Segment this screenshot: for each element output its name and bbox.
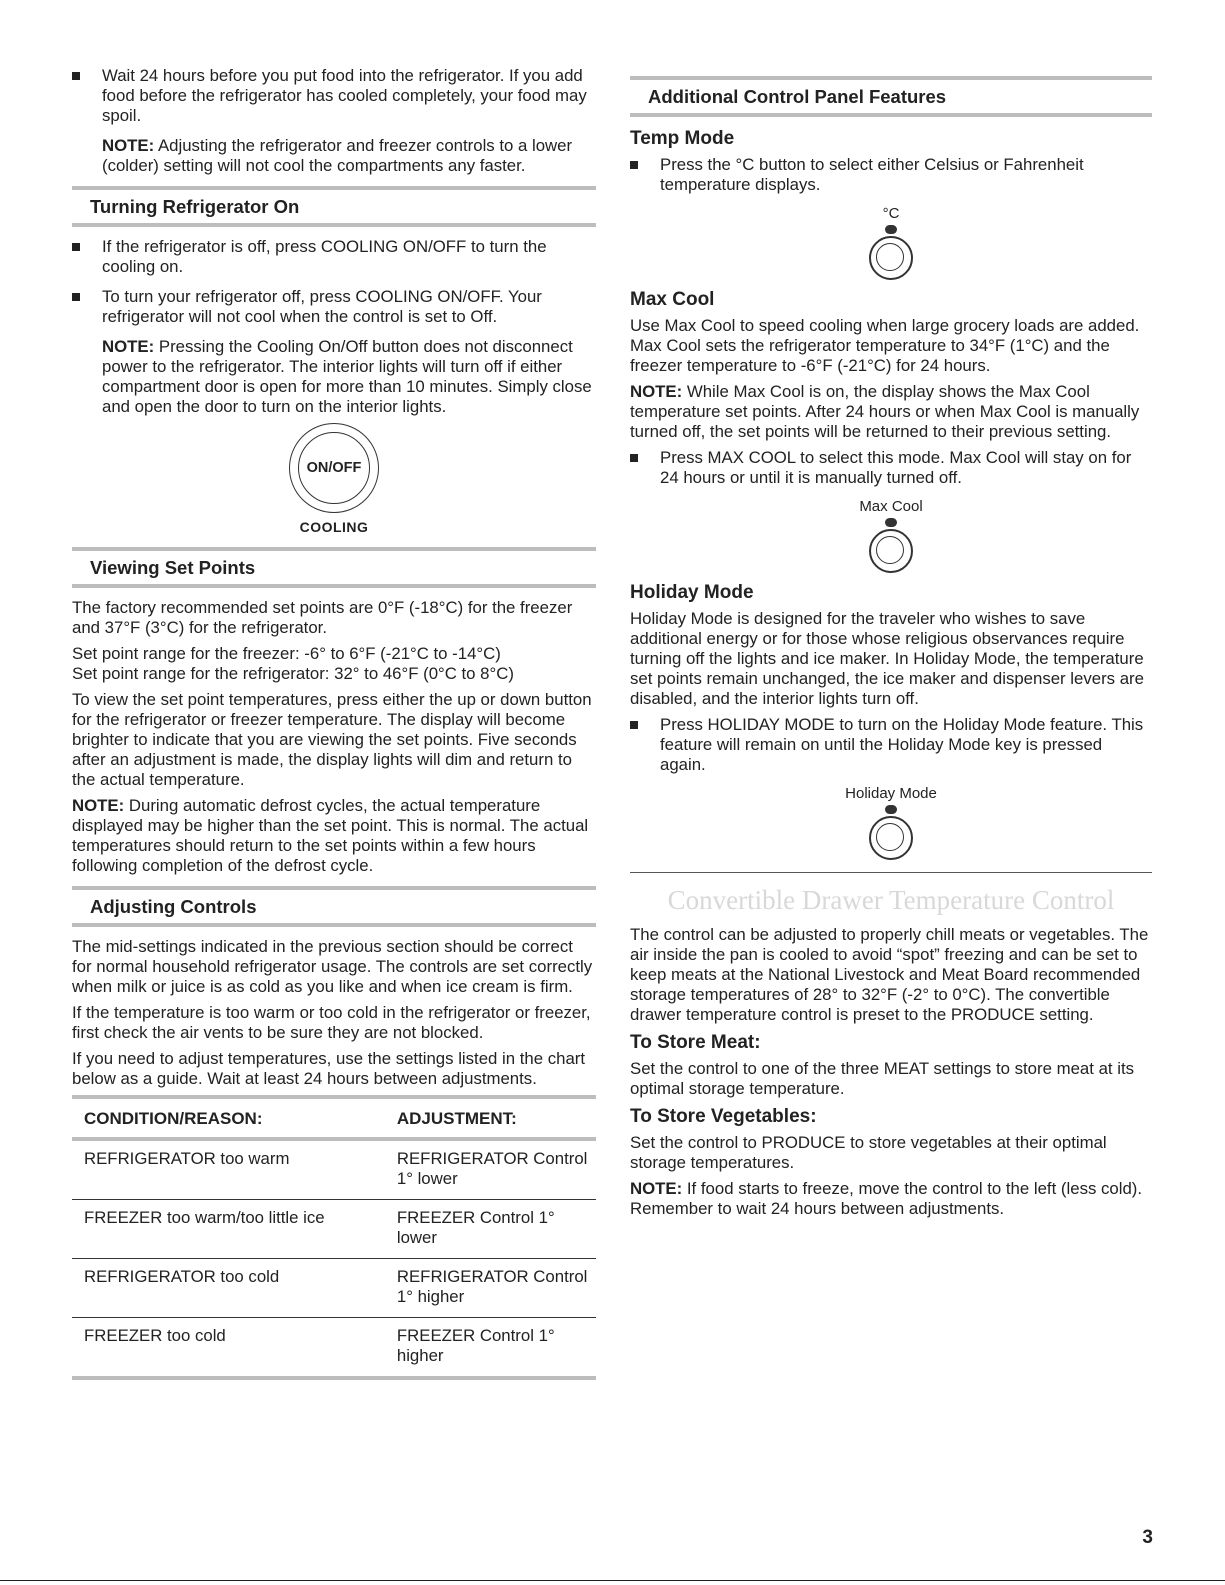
max-cool-button-illustration <box>630 498 1152 573</box>
store-vegetables-text: Set the control to PRODUCE to store vegetables at their optimal storage temperatures. <box>630 1133 1107 1172</box>
cooling-onoff-illustration <box>72 423 596 537</box>
table-row <box>72 1139 596 1200</box>
turning-on-bullet-2: To turn your refrigerator off, press COOLING ON/OFF. Your refrigerator will not cool when the control is set to Off. <box>72 287 596 327</box>
viewing-p3: To view the set point temperatures, press either the up or down button for the refrigerator or freezer temperature. The display will become brighter to indicate that you are viewing the set points. Five seconds after an adjustment is made, the display lights will dim and return to the actual temperature. <box>72 690 592 789</box>
holiday-mode-button-label: Holiday Mode <box>845 785 937 802</box>
drawer-p1: The control can be adjusted to properly chill meats or vegetables. The air inside the pan is cooled to avoid “spot” freezing and can be set to keep meats at the National Livestock and Meat Board recommended storage temperatures of 28° to 32°F (-2° to 0°C). The convertible drawer temperature control is preset to the PRODUCE setting. <box>630 925 1149 1024</box>
turning-on-bullet-1: If the refrigerator is off, press COOLING ON/OFF to turn the cooling on. <box>72 237 596 277</box>
adjusting-p1: The mid-settings indicated in the previous section should be correct for normal household refrigerator usage. The controls are set correctly when milk or juice is as cold as you like and when ice cream is firm. <box>72 937 593 996</box>
condition-cell: REFRIGERATOR too cold <box>72 1259 397 1318</box>
adjustment-cell: FREEZER Control 1° lower <box>397 1200 596 1259</box>
left-column <box>72 66 596 1380</box>
note-text: Pressing the Cooling On/Off button does not disconnect power to the refrigerator. The interior lights will turn off if either compartment door is open for more than 10 minutes. Simply close and open the door to turn on the interior lights. <box>102 337 592 416</box>
note-text: Adjusting the refrigerator and freezer controls to a lower (colder) setting will not cool the compartments any faster. <box>102 136 573 175</box>
section-heading-adjusting: Adjusting Controls <box>72 886 596 927</box>
table-header-adjustment: ADJUSTMENT: <box>397 1097 596 1139</box>
temp-mode-bullet: Press the °C button to select either Celsius or Fahrenheit temperature displays. <box>630 155 1152 195</box>
table-row <box>72 1200 596 1259</box>
onoff-button-text: ON/OFF <box>298 432 370 504</box>
note-label: NOTE: <box>102 136 155 155</box>
note-label: NOTE: <box>630 1179 683 1198</box>
max-cool-p1: Use Max Cool to speed cooling when large grocery loads are added. Max Cool sets the refrigerator temperature to 34°F (1°C) and the freezer temperature to -6°F (-21°C) for 24 hours. <box>630 316 1140 375</box>
adjusting-p2: If the temperature is too warm or too cold in the refrigerator or freezer, first check the air vents to be sure they are not blocked. <box>72 1003 591 1042</box>
freezer-range: Set point range for the freezer: -6° to 6°F (-21°C to -14°C) <box>72 644 501 663</box>
turning-on-note <box>72 337 596 417</box>
temp-mode-button-illustration <box>630 205 1152 280</box>
max-cool-note <box>630 382 1152 442</box>
condition-cell: REFRIGERATOR too warm <box>72 1139 397 1200</box>
adjustment-cell: FREEZER Control 1° higher <box>397 1318 596 1379</box>
button-icon <box>869 816 913 860</box>
table-row <box>72 1259 596 1318</box>
note-label: NOTE: <box>72 796 125 815</box>
holiday-mode-bullet: Press HOLIDAY MODE to turn on the Holiday Mode feature. This feature will remain on until the Holiday Mode key is pressed again. <box>630 715 1152 775</box>
note-label: NOTE: <box>102 337 155 356</box>
button-icon <box>869 529 913 573</box>
holiday-mode-p1: Holiday Mode is designed for the traveler who wishes to save additional energy or for those whose religious observances require turning off the lights and ice maker. In Holiday Mode, the temperature set points remain unchanged, the ice maker and dispenser levers are disabled, and the interior lights turn off. <box>630 609 1144 708</box>
indicator-light-icon <box>885 805 897 814</box>
intro-bullet: Wait 24 hours before you put food into the refrigerator. If you add food before the refrigerator has cooled completely, your food may spoil. <box>72 66 596 126</box>
max-cool-bullet: Press MAX COOL to select this mode. Max Cool will stay on for 24 hours or until it is manually turned off. <box>630 448 1152 488</box>
page-number: 3 <box>1142 1527 1153 1548</box>
section-heading-features: Additional Control Panel Features <box>630 76 1152 117</box>
holiday-mode-heading: Holiday Mode <box>630 582 754 603</box>
celsius-button-label: °C <box>882 205 900 222</box>
cooling-caption: COOLING <box>299 519 369 535</box>
table-row <box>72 1318 596 1379</box>
section-heading-viewing: Viewing Set Points <box>72 547 596 588</box>
intro-note <box>72 136 596 176</box>
divider <box>630 872 1152 873</box>
condition-cell: FREEZER too cold <box>72 1318 397 1379</box>
table-header-condition: CONDITION/REASON: <box>72 1097 397 1139</box>
max-cool-heading: Max Cool <box>630 289 715 310</box>
condition-cell: FREEZER too warm/too little ice <box>72 1200 397 1259</box>
max-cool-button-label: Max Cool <box>859 498 923 515</box>
viewing-p1: The factory recommended set points are 0°F (-18°C) for the freezer and 37°F (3°C) for the refrigerator. <box>72 598 573 637</box>
drawer-section-title: Convertible Drawer Temperature Control <box>667 885 1115 915</box>
note-text: If food starts to freeze, move the control to the left (less cold). Remember to wait 24 hours between adjustments. <box>630 1179 1143 1218</box>
note-label: NOTE: <box>630 382 683 401</box>
holiday-mode-button-illustration <box>630 785 1152 860</box>
onoff-button-icon <box>289 423 379 513</box>
store-meat-text: Set the control to one of the three MEAT settings to store meat at its optimal storage temperature. <box>630 1059 1135 1098</box>
bottom-edge-line <box>0 1580 1225 1581</box>
note-text: During automatic defrost cycles, the actual temperature displayed may be higher than the set point. This is normal. The actual temperatures should return to the set points within a few hours following completion of the defrost cycle. <box>72 796 589 875</box>
refrigerator-range: Set point range for the refrigerator: 32° to 46°F (0°C to 8°C) <box>72 664 514 683</box>
adjusting-p3: If you need to adjust temperatures, use the settings listed in the chart below as a guide. Wait at least 24 hours between adjustments. <box>72 1049 586 1088</box>
indicator-light-icon <box>885 225 897 234</box>
drawer-note <box>630 1179 1152 1219</box>
store-meat-heading: To Store Meat: <box>630 1032 761 1053</box>
adjustment-cell: REFRIGERATOR Control 1° higher <box>397 1259 596 1318</box>
right-column <box>630 66 1152 1225</box>
temp-mode-heading: Temp Mode <box>630 128 735 149</box>
viewing-note <box>72 796 596 876</box>
viewing-p2 <box>72 644 596 684</box>
store-vegetables-heading: To Store Vegetables: <box>630 1106 817 1127</box>
note-text: While Max Cool is on, the display shows the Max Cool temperature set points. After 24 hours or when Max Cool is manually turned off, the set points will be returned to their previous setting. <box>630 382 1140 441</box>
adjustment-table <box>72 1095 596 1380</box>
section-heading-turning-on: Turning Refrigerator On <box>72 186 596 227</box>
indicator-light-icon <box>885 518 897 527</box>
adjustment-cell: REFRIGERATOR Control 1° lower <box>397 1139 596 1200</box>
button-icon <box>869 236 913 280</box>
